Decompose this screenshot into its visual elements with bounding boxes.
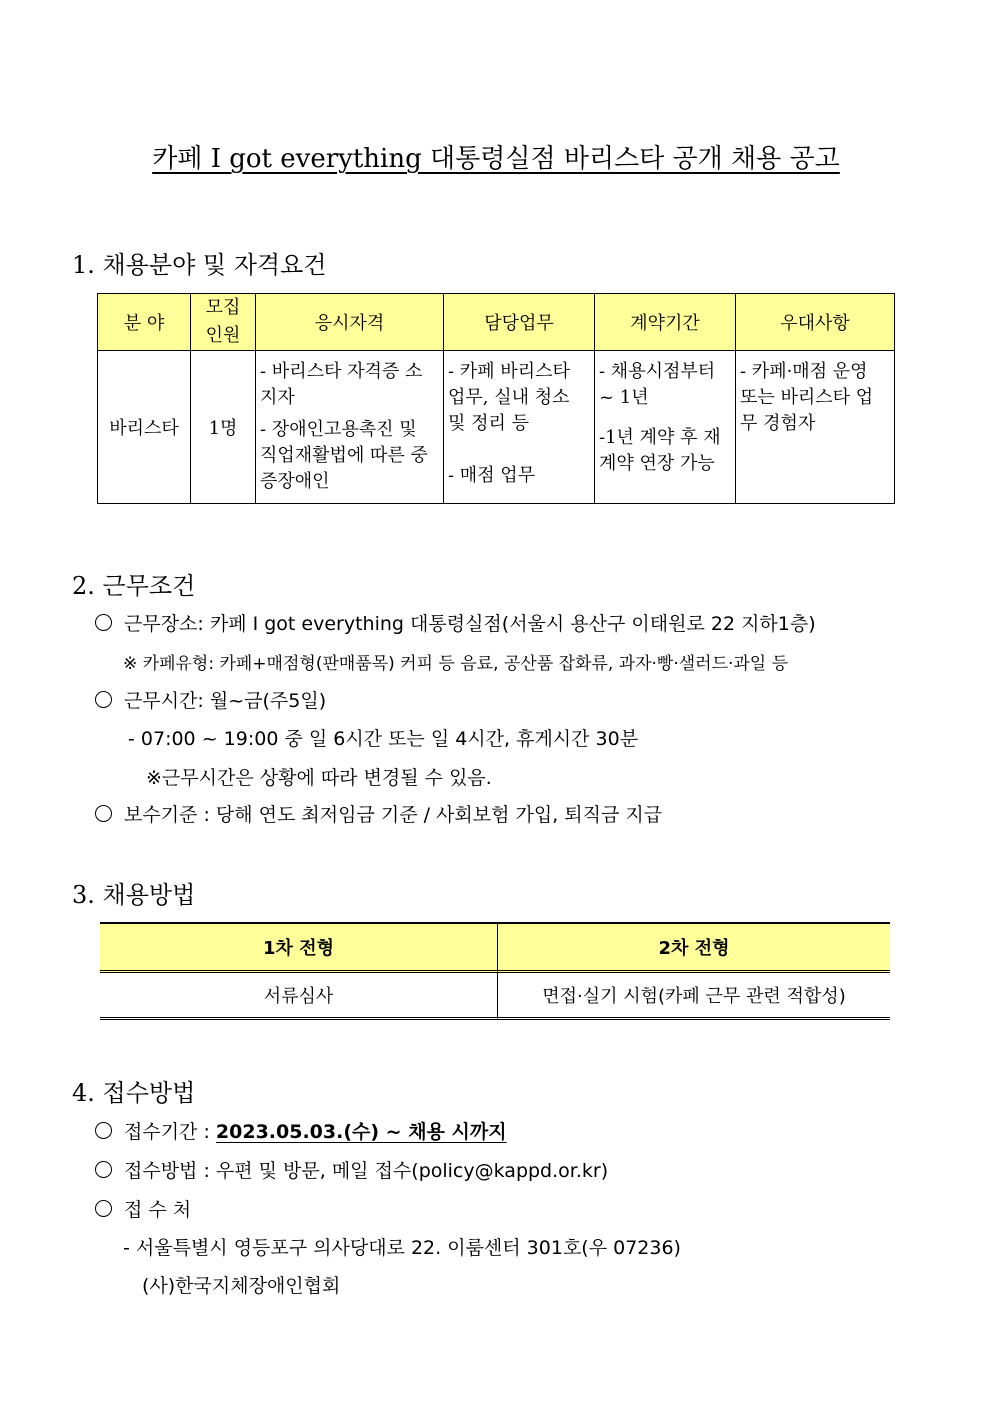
header-count: 모집 인원 (191, 294, 256, 351)
section4-heading: 4. 접수방법 (72, 1079, 196, 1107)
header-stage2: 2차 전형 (498, 922, 890, 973)
work-hours-detail: - 07:00 ~ 19:00 중 일 6시간 또는 일 4시간, 휴게시간 30분 (128, 728, 639, 750)
cafe-type-note: ※ 카페유형: 카페+매점형(판매품목) 커피 등 음료, 공산품 잡화류, 과자·빵·샐러드·과일 등 (123, 654, 789, 674)
cell-duty: - 카페 바리스타 업무, 실내 청소 및 정리 등 - 매점 업무 (444, 351, 595, 504)
table-row (98, 351, 895, 504)
address: - 서울특별시 영등포구 의사당대로 22. 이룸센터 301호(우 07236) (123, 1237, 681, 1259)
application-method: 접수방법 : 우편 및 방문, 메일 접수(policy@kappd.or.kr) (95, 1156, 608, 1183)
cell-stage2: 면접·실기 시험(카페 근무 관련 적합성) (498, 973, 890, 1020)
qualification-table (97, 293, 895, 504)
section2-heading: 2. 근무조건 (72, 572, 196, 600)
section1-heading: 1. 채용분야 및 자격요건 (72, 251, 327, 279)
application-period: 접수기간 : 2023.05.03.(수) ~ 채용 시까지 (95, 1117, 507, 1144)
header-qualification: 응시자격 (256, 294, 444, 351)
circle-bullet-icon (95, 691, 112, 708)
selection-table (100, 922, 890, 1020)
work-hours-note: ※근무시간은 상황에 따라 변경될 수 있음. (146, 767, 492, 789)
circle-bullet-icon (95, 1161, 112, 1178)
circle-bullet-icon (95, 1200, 112, 1217)
section3-heading: 3. 채용방법 (72, 881, 196, 909)
header-stage1: 1차 전형 (100, 922, 498, 973)
cell-qualification: - 바리스타 자격증 소지자 - 장애인고용촉진 및 직업재활법에 따른 중증장애인 (256, 351, 444, 504)
cell-count: 1명 (191, 351, 256, 504)
cell-term: - 채용시점부터 ~ 1년 -1년 계약 후 재계약 연장 가능 (595, 351, 736, 504)
cell-preference: - 카페·매점 운영 또는 바리스타 업무 경험자 (736, 351, 895, 504)
circle-bullet-icon (95, 614, 112, 631)
header-term: 계약기간 (595, 294, 736, 351)
work-place: 근무장소: 카페 I got everything 대통령실점(서울시 용산구 이태원로 22 지하1층) (95, 609, 816, 636)
cell-stage1: 서류심사 (100, 973, 498, 1020)
organization: (사)한국지체장애인협회 (142, 1275, 341, 1297)
application-place: 접 수 처 (95, 1195, 191, 1222)
period-value: 2023.05.03.(수) ~ 채용 시까지 (215, 1121, 507, 1143)
table-row (100, 973, 890, 1020)
page-title: 카페 I got everything 대통령실점 바리스타 공개 채용 공고 (152, 144, 840, 174)
header-preference: 우대사항 (736, 294, 895, 351)
cell-field: 바리스타 (98, 351, 191, 504)
circle-bullet-icon (95, 805, 112, 822)
pay-standard: 보수기준 : 당해 연도 최저임금 기준 / 사회보험 가입, 퇴직금 지급 (95, 800, 662, 827)
work-hours: 근무시간: 월~금(주5일) (95, 686, 326, 713)
header-duty: 담당업무 (444, 294, 595, 351)
circle-bullet-icon (95, 1122, 112, 1139)
header-field: 분 야 (98, 294, 191, 351)
